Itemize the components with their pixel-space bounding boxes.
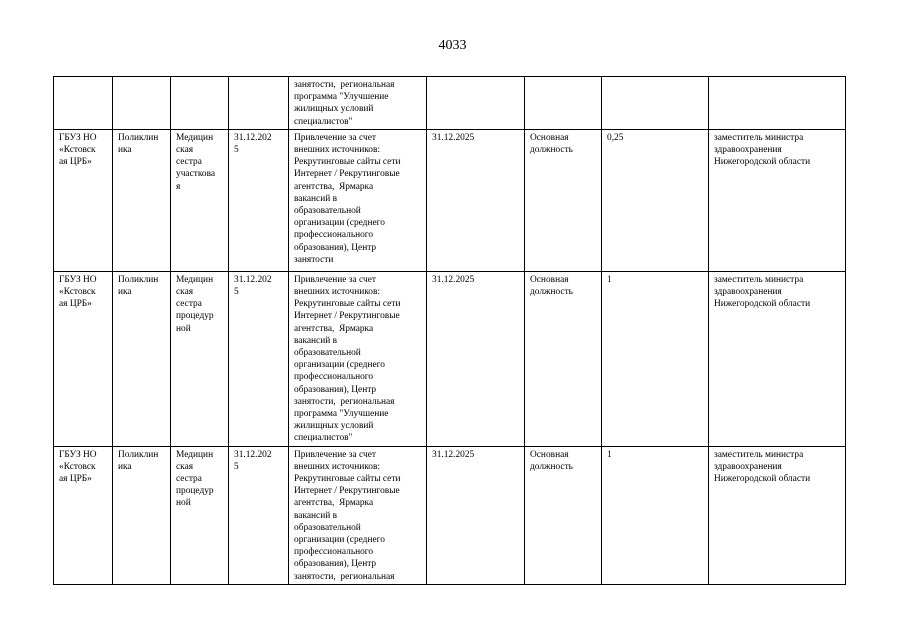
vacancy-date-cell: 31.12.202 5 — [229, 446, 289, 584]
employment-type-cell — [525, 77, 602, 130]
position-cell: Медицин ская сестра процедур ной — [171, 271, 229, 446]
measures-cell: занятости, региональная программа "Улучшение жилищных условий специалистов" — [289, 77, 427, 130]
table-row — [54, 129, 846, 271]
table-row — [54, 77, 846, 130]
department-cell: Поликлин ика — [113, 446, 171, 584]
deadline-cell: 31.12.2025 — [427, 271, 525, 446]
vacancy-date-cell: 31.12.202 5 — [229, 271, 289, 446]
position-cell — [171, 77, 229, 130]
measures-cell: Привлечение за счет внешних источников: Рекрутинговые сайты сети Интернет / Рекрутинговые агентства, Ярмарка вакансий в образовательной организации (среднего профессионального образования), Центр занятости, региональная — [289, 446, 427, 584]
employment-type-cell: Основная должность — [525, 129, 602, 271]
responsible-cell: заместитель министра здравоохранения Нижегородской области — [709, 129, 846, 271]
department-cell: Поликлин ика — [113, 129, 171, 271]
department-cell — [113, 77, 171, 130]
organization-cell — [54, 77, 113, 130]
department-cell: Поликлин ика — [113, 271, 171, 446]
employment-type-cell: Основная должность — [525, 271, 602, 446]
vacancy-date-cell — [229, 77, 289, 130]
organization-cell: ГБУЗ НО «Кстовск ая ЦРБ» — [54, 446, 113, 584]
organization-cell: ГБУЗ НО «Кстовск ая ЦРБ» — [54, 129, 113, 271]
deadline-cell — [427, 77, 525, 130]
position-cell: Медицин ская сестра участкова я — [171, 129, 229, 271]
staffing-table — [53, 76, 846, 585]
responsible-cell — [709, 77, 846, 130]
table-row — [54, 271, 846, 446]
deadline-cell: 31.12.2025 — [427, 129, 525, 271]
rate-cell: 1 — [602, 271, 709, 446]
measures-cell: Привлечение за счет внешних источников: Рекрутинговые сайты сети Интернет / Рекрутинговые агентства, Ярмарка вакансий в образовательной организации (среднего профессионального образования), Центр занятости — [289, 129, 427, 271]
rate-cell: 1 — [602, 446, 709, 584]
position-cell: Медицин ская сестра процедур ной — [171, 446, 229, 584]
organization-cell: ГБУЗ НО «Кстовск ая ЦРБ» — [54, 271, 113, 446]
rate-cell: 0,25 — [602, 129, 709, 271]
responsible-cell: заместитель министра здравоохранения Нижегородской области — [709, 271, 846, 446]
measures-cell: Привлечение за счет внешних источников: Рекрутинговые сайты сети Интернет / Рекрутинговые агентства, Ярмарка вакансий в образовательной организации (среднего профессионального образования), Центр занятости, региональная программа "Улучшение жилищных условий специалистов" — [289, 271, 427, 446]
responsible-cell: заместитель министра здравоохранения Нижегородской области — [709, 446, 846, 584]
vacancy-date-cell: 31.12.202 5 — [229, 129, 289, 271]
table-row — [54, 446, 846, 584]
rate-cell — [602, 77, 709, 130]
employment-type-cell: Основная должность — [525, 446, 602, 584]
page-number: 4033 — [438, 38, 467, 53]
deadline-cell: 31.12.2025 — [427, 446, 525, 584]
